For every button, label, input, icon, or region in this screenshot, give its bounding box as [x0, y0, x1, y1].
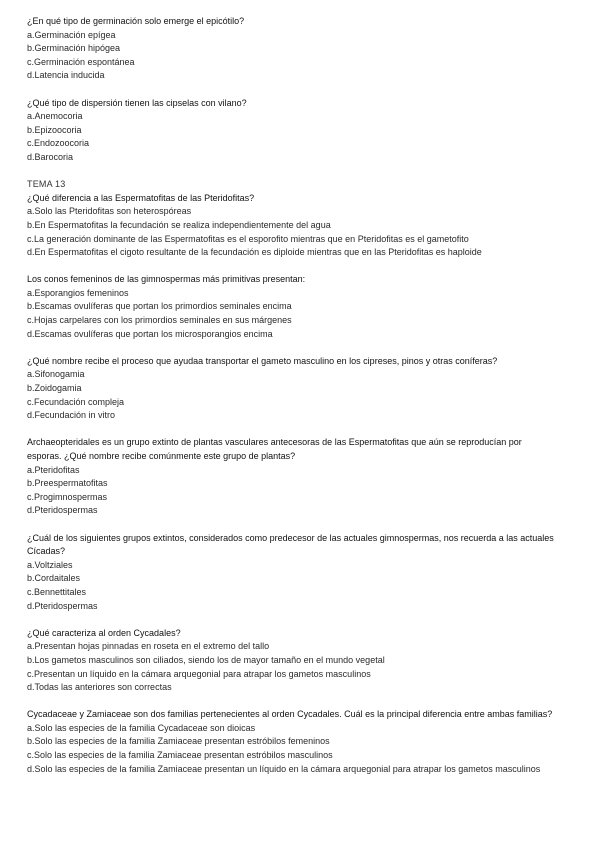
- answer-option: a.Presentan hojas pinnadas en roseta en el extremo del tallo: [27, 641, 270, 652]
- answer-option: b.Los gametos masculinos son ciliados, siendo los de mayor tamaño en el mundo vegetal: [27, 654, 385, 665]
- answer-option: b.Solo las especies de la familia Zamiaceae presentan estróbilos femeninos: [27, 736, 330, 747]
- answer-option: a.Pteridofitas: [27, 464, 80, 475]
- question-block: [27, 708, 575, 776]
- answer-option: b.Cordaitales: [27, 573, 81, 584]
- answer-option: d.Latencia inducida: [27, 70, 105, 81]
- answer-option: d.Fecundación in vitro: [27, 410, 116, 421]
- document-content: [27, 15, 575, 776]
- answer-option: c.Germinación espontánea: [27, 56, 135, 67]
- answer-option: c.Hojas carpelares con los primordios seminales en sus márgenes: [27, 315, 292, 326]
- answer-option: c.Progimnospermas: [27, 491, 108, 502]
- answer-option: d.Pteridospermas: [27, 600, 98, 611]
- question-text: Archaeopteridales es un grupo extinto de plantas vasculares antecesoras de las Espermatofitas que aún se reproducían por esporas. ¿Qué nombre recibe comúnmente este grupo de plantas?: [27, 437, 522, 461]
- question-block: [27, 532, 575, 614]
- answer-option: a.Voltziales: [27, 559, 73, 570]
- question-text: ¿Qué caracteriza al orden Cycadales?: [27, 627, 181, 638]
- answer-option: a.Anemocoria: [27, 111, 83, 122]
- answer-option: c.La generación dominante de las Espermatofitas es el esporofito mientras que en Pteridofitas es el gametofito: [27, 233, 469, 244]
- question-block: [27, 97, 575, 165]
- answer-option: a.Solo las Pteridofitas son heterospóreas: [27, 206, 192, 217]
- question-block: [27, 436, 575, 518]
- question-block: [27, 355, 575, 423]
- answer-option: c.Fecundación compleja: [27, 396, 125, 407]
- question-text: ¿Qué nombre recibe el proceso que ayudaa transportar el gameto masculino en los cipreses, pinos y otras coníferas?: [27, 355, 498, 366]
- answer-option: c.Solo las especies de la familia Zamiaceae presentan estróbilos masculinos: [27, 750, 333, 761]
- question-text: ¿Cuál de los siguientes grupos extintos, considerados como predecesor de las actuales gimnospermas, nos recuerda a las actuales Cícadas?: [27, 532, 554, 557]
- answer-option: b.Escamas ovulíferas que portan los primordios seminales encima: [27, 301, 292, 312]
- question-text: ¿Qué tipo de dispersión tienen las cipselas con vilano?: [27, 97, 247, 108]
- answer-option: c.Bennettitales: [27, 586, 87, 597]
- question-block: [27, 15, 575, 83]
- answer-option: b.En Espermatofitas la fecundación se realiza independientemente del agua: [27, 219, 331, 230]
- answer-option: d.Barocoria: [27, 151, 74, 162]
- answer-option: b.Epizoocoria: [27, 124, 82, 135]
- question-text: ¿Qué diferencia a las Espermatofitas de las Pteridofitas?: [27, 192, 255, 203]
- answer-option: a.Solo las especies de la familia Cycadaceae son dioicas: [27, 722, 256, 733]
- answer-option: d.Escamas ovulíferas que portan los microsporangios encima: [27, 328, 273, 339]
- question-block: [27, 192, 575, 260]
- section-heading: TEMA 13: [27, 179, 66, 190]
- question-block: [27, 627, 575, 695]
- answer-option: c.Presentan un líquido en la cámara arquegonial para atrapar los gametos masculinos: [27, 668, 371, 679]
- answer-option: d.Pteridospermas: [27, 505, 98, 516]
- question-text: ¿En qué tipo de germinación solo emerge el epicótilo?: [27, 16, 245, 26]
- answer-option: d.Todas las anteriores son correctas: [27, 682, 172, 693]
- answer-option: a.Esporangios femeninos: [27, 287, 129, 298]
- question-text: Cycadaceae y Zamiaceae son dos familias pertenecientes al orden Cycadales. Cuál es la principal diferencia entre ambas familias?: [27, 709, 553, 720]
- answer-option: b.Preespermatofitas: [27, 478, 108, 489]
- answer-option: b.Zoidogamia: [27, 383, 82, 394]
- answer-option: c.Endozoocoria: [27, 138, 90, 149]
- answer-option: a.Sifonogamia: [27, 369, 85, 380]
- answer-option: d.En Espermatofitas el cigoto resultante de la fecundación es diploide mientras que en las Pteridofitas es haploide: [27, 247, 482, 258]
- answer-option: b.Germinación hipógea: [27, 43, 121, 54]
- answer-option: d.Solo las especies de la familia Zamiaceae presentan un líquido en la cámara arquegonial para atrapar los gametos masculinos: [27, 763, 541, 774]
- question-text: Los conos femeninos de las gimnospermas más primitivas presentan:: [27, 274, 306, 285]
- question-block: [27, 273, 575, 341]
- answer-option: a.Germinación epígea: [27, 29, 116, 40]
